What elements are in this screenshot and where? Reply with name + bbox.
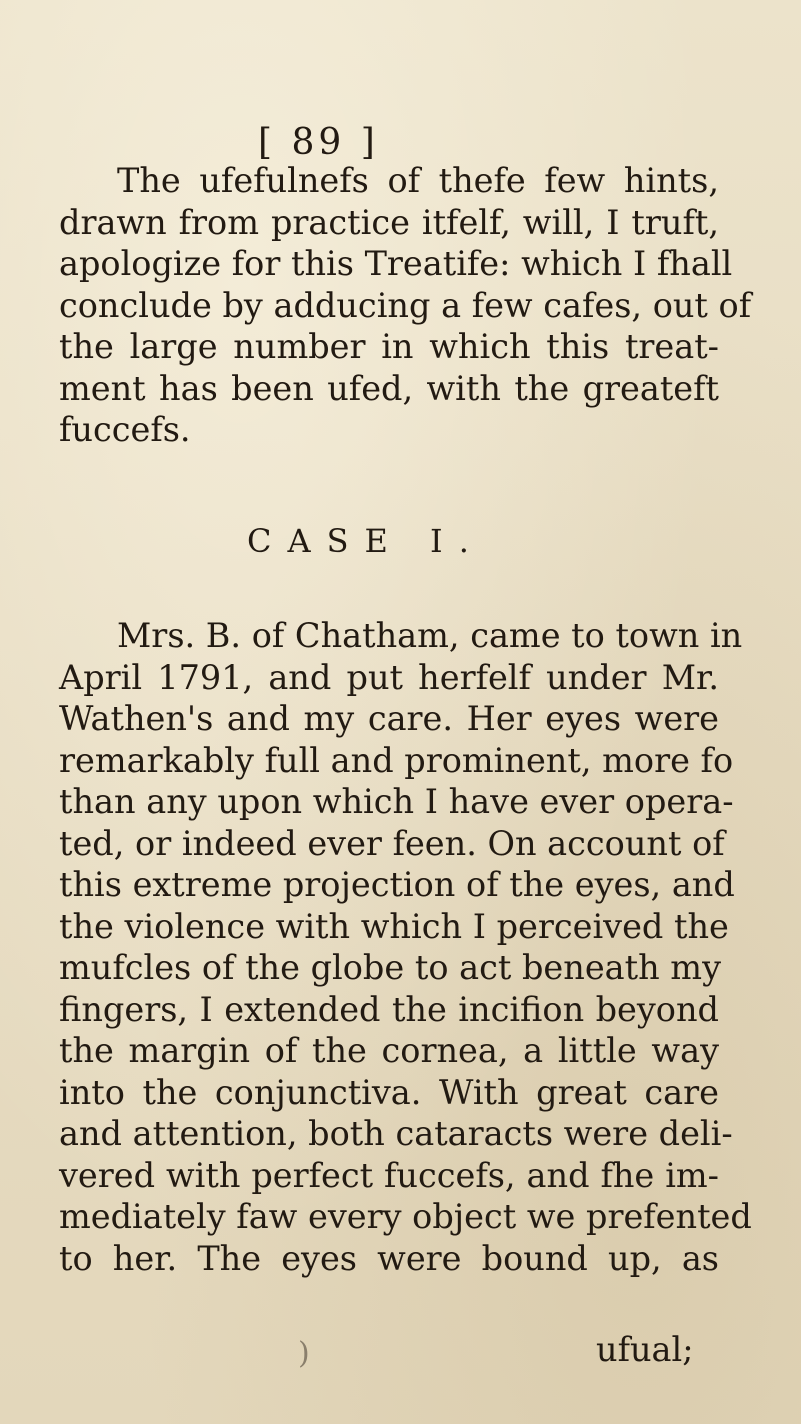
text-line: conclude by adducing a few cafes, out of [59, 285, 752, 325]
text-line: the large number in which this treat- [59, 327, 719, 366]
text-line: The ufefulnefs of thefe few hints, [117, 161, 719, 200]
page-number: [ 89 ] [258, 122, 379, 163]
text-line: this extreme projection of the eyes, and [59, 865, 735, 904]
text-line: fuccefs. [59, 410, 191, 449]
catchword: ufual; [596, 1330, 694, 1369]
text-line: mufcles of the globe to act beneath my [59, 948, 722, 987]
text-line: and attention, both cataracts were deli- [59, 1114, 733, 1153]
text-line: the margin of the cornea, a little way [59, 1031, 719, 1070]
text-line: than any upon which I have ever opera- [59, 782, 734, 821]
text-line: Mrs. B. of Chatham, came to town in [117, 616, 743, 655]
text-line: mediately faw every object we prefented [59, 1197, 752, 1236]
text-line: vered with perfect fuccefs, and fhe im- [59, 1155, 719, 1195]
text-line: the violence with which I perceived the [59, 906, 729, 946]
text-line: fingers, I extended the incifion beyond [59, 989, 719, 1029]
case-heading: CASE I. [247, 522, 485, 560]
intro-paragraph [59, 160, 752, 451]
signature-mark: ) [298, 1336, 310, 1371]
text-line: remarkably full and prominent, more fo [59, 740, 734, 780]
case-paragraph [59, 615, 752, 1279]
text-line: Wathen's and my care. Her eyes were [59, 699, 719, 738]
text-line: to her. The eyes were bound up, as [59, 1238, 719, 1278]
text-line: into the conjunctiva. With great care [59, 1072, 719, 1112]
text-line: ted, or indeed ever feen. On account of [59, 823, 725, 863]
text-line: April 1791, and put herfelf under Mr. [59, 657, 719, 697]
text-line: drawn from practice itfelf, will, I truft, [59, 202, 719, 242]
text-line: ment has been ufed, with the greateft [59, 368, 719, 408]
text-line: apologize for this Treatife: which I fhall [59, 244, 733, 283]
